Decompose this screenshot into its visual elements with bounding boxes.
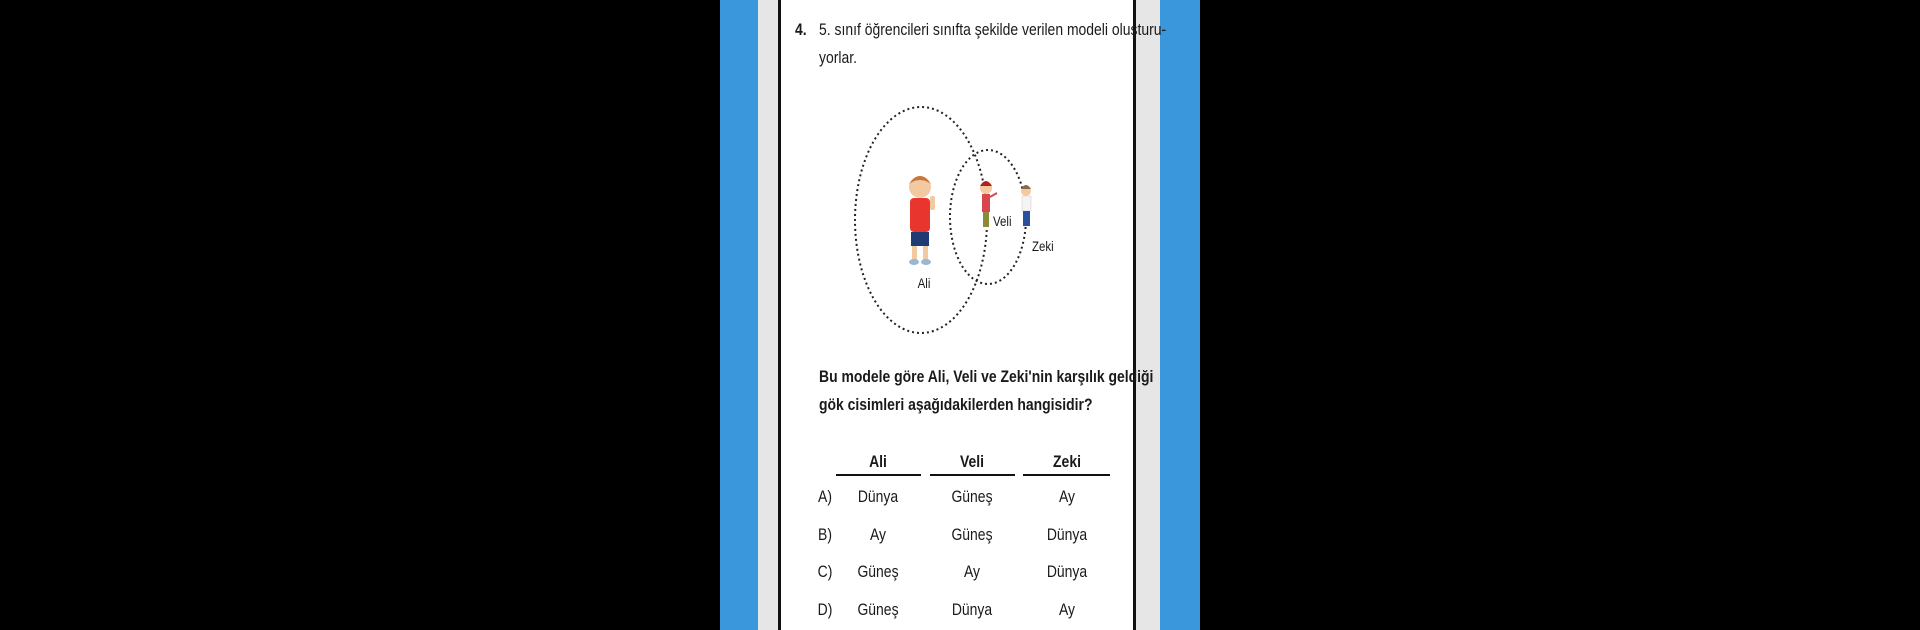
header-rule-ali [836,474,921,476]
option-cell: Güneş [951,525,993,544]
option-cell: Güneş [951,487,993,506]
diagram-label-veli: Veli [993,213,1012,229]
diagram-label-ali: Ali [917,275,931,291]
option-cell: Dünya [1046,562,1088,581]
zeki-figure [1021,185,1031,226]
ali-figure [909,176,935,265]
question-number: 4. [795,20,807,39]
header-rule-zeki [1023,474,1110,476]
header-rule-veli [930,474,1015,476]
option-cell: Ay [963,562,981,581]
question-text-line1: 5. sınıf öğrencileri sınıfta şekilde verilen modeli oluşturu- [819,20,1167,39]
table-header-veli: Veli [959,452,985,471]
option-letter: D) [817,600,833,619]
option-letter: C) [817,562,833,581]
option-letter: B) [818,525,832,544]
diagram-label-zeki: Zeki [1032,238,1054,254]
prompt-line2: gök cisimleri aşağıdakilerden hangisidir? [819,395,1093,414]
option-cell: Dünya [1046,525,1088,544]
option-cell: Güneş [857,562,899,581]
option-cell: Ay [1058,487,1076,506]
table-header-ali: Ali [869,452,887,471]
option-cell: Güneş [857,600,899,619]
option-letter: A) [818,487,832,506]
question-text-line2: yorlar. [819,48,857,67]
option-cell: Dünya [857,487,899,506]
option-cell: Dünya [951,600,993,619]
option-cell: Ay [1058,600,1076,619]
option-cell: Ay [869,525,887,544]
table-header-zeki: Zeki [1053,452,1081,471]
prompt-line1: Bu modele göre Ali, Veli ve Zeki'nin karşılık geldiği [819,367,1154,386]
